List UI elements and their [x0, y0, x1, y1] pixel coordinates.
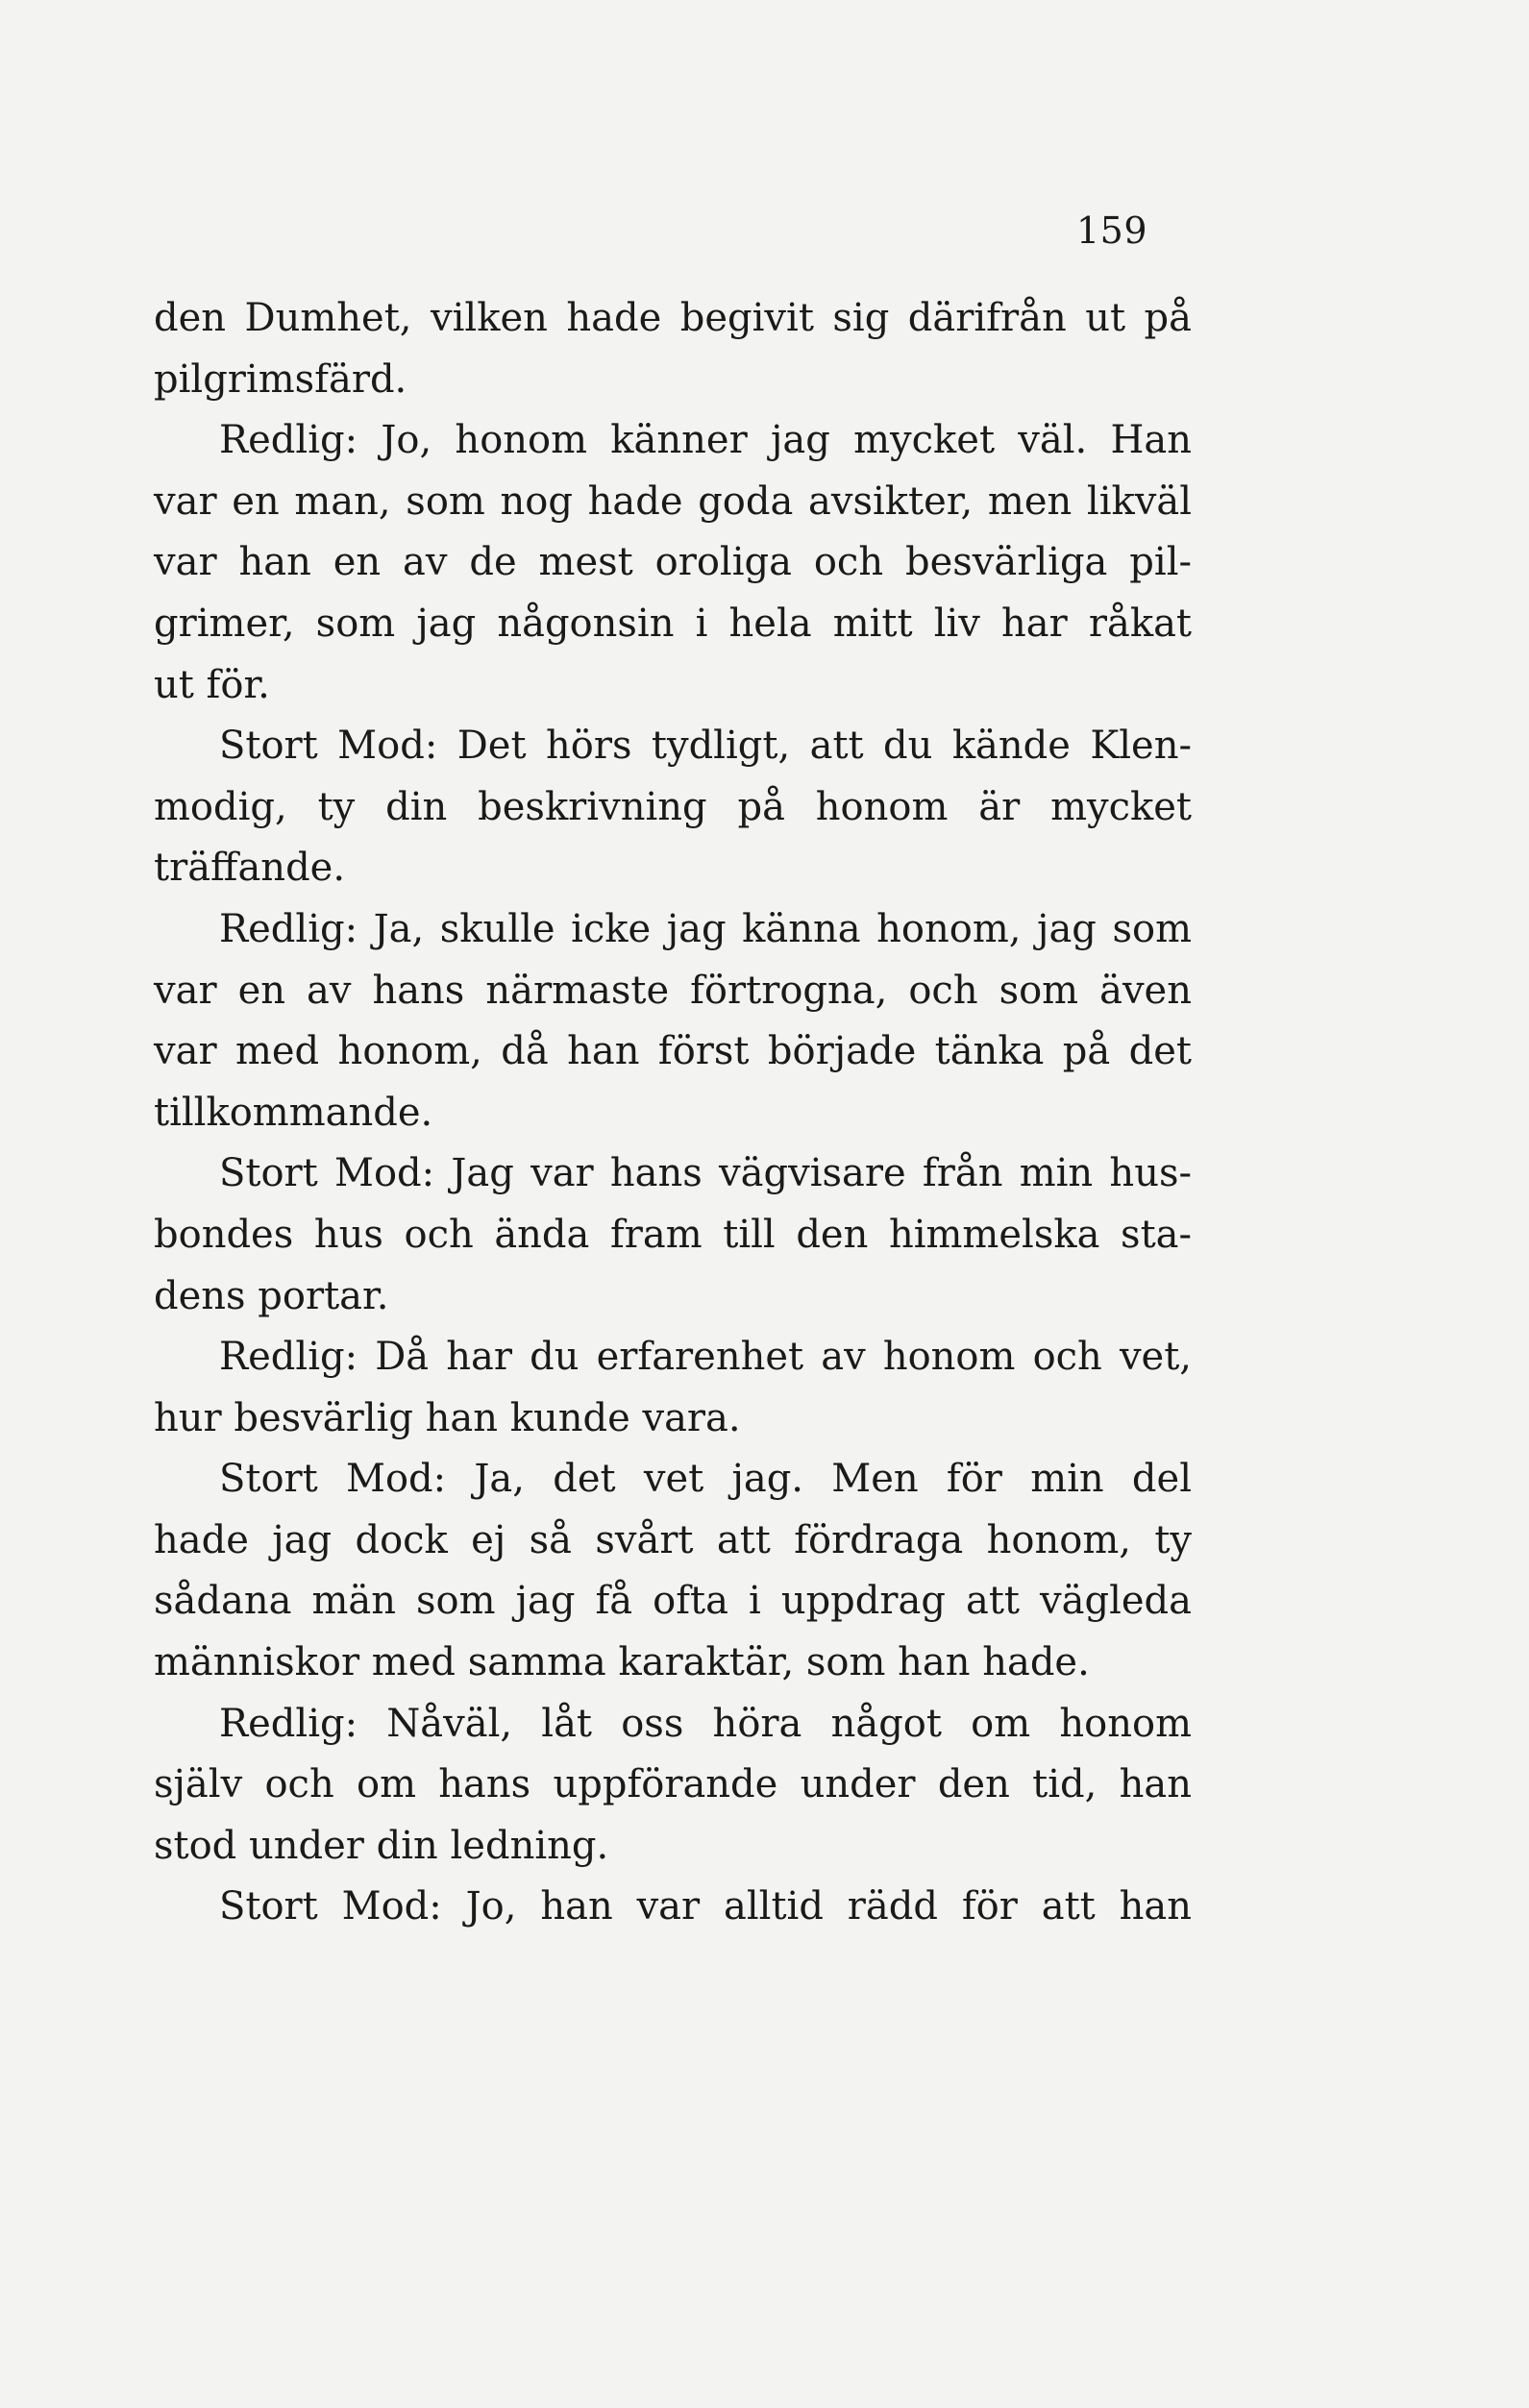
- text-line: hade jag dock ej så svårt att fördraga honom, ty: [154, 1517, 1192, 1562]
- text-line: Redlig: Nåväl, låt oss höra något om honom: [219, 1701, 1192, 1746]
- text-line: själv och om hans uppförande under den tid, han: [154, 1762, 1192, 1807]
- text-line: ut för.: [154, 662, 270, 707]
- text-line: bondes hus och ända fram till den himmelska sta-: [154, 1212, 1192, 1257]
- text-line: stod under din ledning.: [154, 1823, 609, 1868]
- text-line: var med honom, då han först började tänka på det: [154, 1029, 1192, 1074]
- text-line: var han en av de mest oroliga och besvärliga pil-: [154, 540, 1192, 585]
- text-line: Redlig: Då har du erfarenhet av honom och vet,: [219, 1335, 1192, 1380]
- text-line: grimer, som jag någonsin i hela mitt liv har råkat: [154, 601, 1192, 646]
- text-line: tillkommande.: [154, 1090, 433, 1135]
- text-line: Stort Mod: Ja, det vet jag. Men för min del: [219, 1457, 1192, 1502]
- text-line: träffande.: [154, 846, 346, 891]
- text-line: Stort Mod: Jag var hans vägvisare från min hus-: [219, 1151, 1192, 1196]
- text-line: Redlig: Jo, honom känner jag mycket väl. Han: [219, 418, 1192, 463]
- text-line: den Dumhet, vilken hade begivit sig därifrån ut på: [154, 296, 1192, 340]
- text-line: modig, ty din beskrivning på honom är mycket: [154, 784, 1192, 829]
- text-line: Stort Mod: Jo, han var alltid rädd för att han: [219, 1884, 1192, 1929]
- text-line: människor med samma karaktär, som han hade.: [154, 1640, 1090, 1685]
- text-line: var en man, som nog hade goda avsikter, men likväl: [154, 479, 1192, 524]
- text-line: hur besvärlig han kunde vara.: [154, 1395, 741, 1440]
- text-line: Stort Mod: Det hörs tydligt, att du kände Klen-: [219, 724, 1192, 769]
- text-line: dens portar.: [154, 1273, 389, 1318]
- page-number: 159: [1076, 209, 1148, 252]
- text-line: pilgrimsfärd.: [154, 356, 407, 402]
- body-text: [154, 288, 1192, 1938]
- text-line: var en av hans närmaste förtrogna, och som även: [154, 968, 1192, 1013]
- text-line: Redlig: Ja, skulle icke jag känna honom, jag som: [219, 906, 1192, 951]
- text-line: sådana män som jag få ofta i uppdrag att vägleda: [154, 1579, 1192, 1624]
